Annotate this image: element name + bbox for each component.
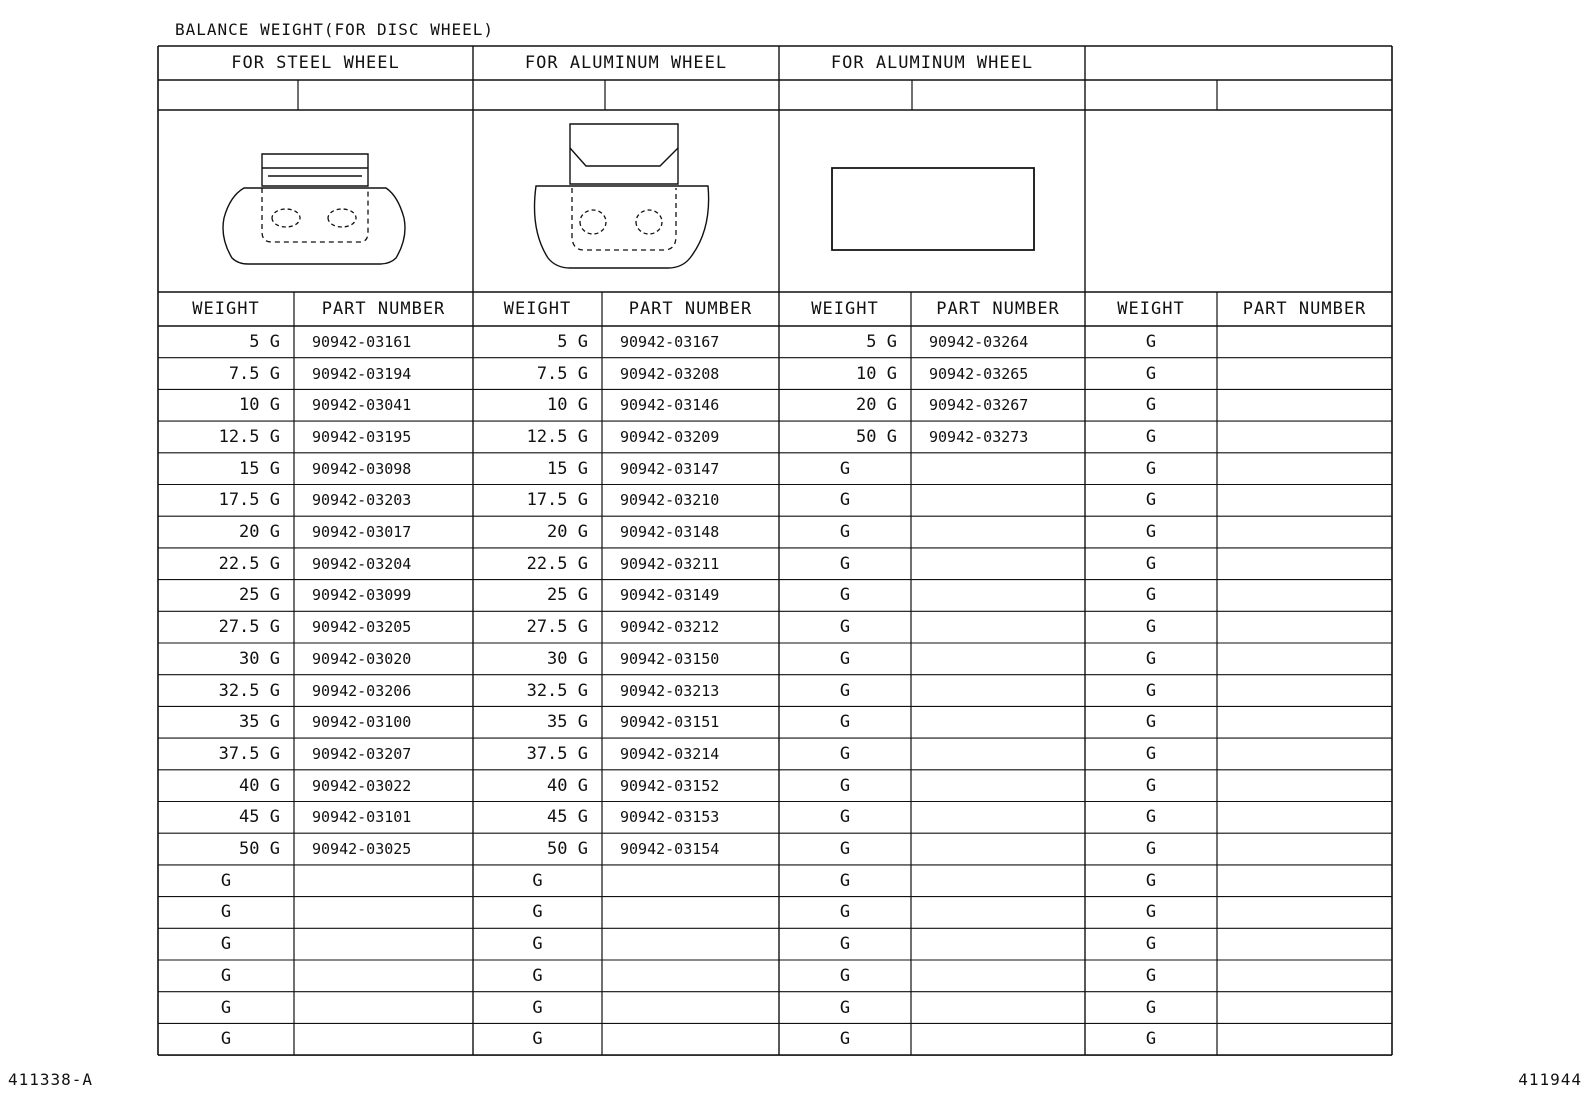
weight-cell: 50 G	[239, 839, 280, 860]
weight-cell: 50 G	[547, 839, 588, 860]
part-number-cell: 90942-03101	[312, 808, 412, 827]
weight-header: WEIGHT	[811, 299, 879, 319]
weight-cell: G	[220, 902, 232, 923]
part-number-cell	[911, 992, 1085, 1024]
part-number-cell: 90942-03147	[620, 459, 720, 478]
illustration-stroke	[570, 124, 678, 184]
weight-cell: 37.5 G	[218, 743, 280, 764]
part-number-cell	[602, 897, 779, 929]
part-number-cell: 90942-03204	[312, 554, 412, 573]
figure-code-right: 411944	[1518, 1070, 1582, 1089]
part-number-header: PART NUMBER	[1242, 299, 1367, 319]
part-number-cell: 90942-03017	[312, 523, 412, 542]
part-number-cell: 90942-03195	[312, 427, 412, 446]
part-number-header: PART NUMBER	[321, 299, 446, 319]
part-number-cell	[911, 453, 1085, 485]
weight-cell: 12.5 G	[526, 426, 588, 447]
part-number-cell	[911, 897, 1085, 929]
weight-cell: 32.5 G	[526, 680, 588, 701]
part-number-cell	[911, 485, 1085, 517]
part-number-cell	[1217, 802, 1392, 834]
weight-cell: 32.5 G	[218, 680, 280, 701]
part-number-cell	[1217, 358, 1392, 390]
part-number-cell	[911, 1023, 1085, 1055]
weight-cell: G	[1145, 363, 1157, 384]
weight-cell: 35 G	[547, 712, 588, 733]
weight-cell: 15 G	[547, 458, 588, 479]
weight-cell: 40 G	[239, 775, 280, 796]
part-number-cell	[1217, 548, 1392, 580]
part-number-cell	[1217, 865, 1392, 897]
part-number-cell	[911, 960, 1085, 992]
weight-cell: 35 G	[239, 712, 280, 733]
part-number-cell	[1217, 675, 1392, 707]
weight-header: WEIGHT	[1117, 299, 1185, 319]
part-number-cell	[602, 960, 779, 992]
illustration-stroke	[328, 209, 356, 227]
weight-cell: 7.5 G	[536, 363, 588, 384]
part-number-cell	[1217, 770, 1392, 802]
weight-cell: G	[1145, 1029, 1157, 1050]
figure-code-left: 411338-A	[8, 1070, 94, 1089]
part-number-cell: 90942-03208	[620, 364, 720, 383]
weight-cell: G	[532, 997, 543, 1018]
weight-cell: G	[532, 965, 543, 986]
weight-cell: G	[532, 870, 543, 891]
part-number-cell: 90942-03020	[312, 649, 412, 668]
part-number-cell: 90942-03194	[312, 364, 412, 383]
weight-cell: G	[220, 870, 232, 891]
weight-cell: G	[839, 775, 851, 796]
weight-cell: G	[1145, 775, 1157, 796]
part-number-cell	[1217, 738, 1392, 770]
part-number-header: PART NUMBER	[936, 299, 1060, 319]
part-number-cell: 90942-03264	[929, 332, 1029, 351]
weight-cell: 37.5 G	[526, 743, 588, 764]
part-number-cell	[1217, 389, 1392, 421]
part-number-cell: 90942-03151	[620, 713, 720, 732]
part-number-cell	[1217, 960, 1392, 992]
weight-cell: G	[1145, 522, 1157, 543]
part-number-cell	[911, 928, 1085, 960]
weight-cell: G	[839, 902, 851, 923]
part-number-cell	[1217, 580, 1392, 612]
part-number-cell	[1217, 485, 1392, 517]
weight-cell: G	[1145, 870, 1157, 891]
column-header: FOR ALUMINUM WHEEL	[524, 53, 728, 73]
weight-cell: 25 G	[547, 585, 588, 606]
part-number-cell	[1217, 421, 1392, 453]
weight-cell: G	[1145, 712, 1157, 733]
part-number-cell	[911, 611, 1085, 643]
illustration-stroke	[262, 188, 368, 242]
part-number-cell	[911, 516, 1085, 548]
weight-cell: G	[839, 522, 851, 543]
weight-cell: G	[839, 965, 851, 986]
weight-cell: G	[839, 617, 851, 638]
illustration-stroke	[636, 210, 662, 234]
weight-cell: G	[1145, 997, 1157, 1018]
weight-cell: G	[839, 712, 851, 733]
column-header: FOR ALUMINUM WHEEL	[830, 53, 1034, 73]
weight-cell: 40 G	[547, 775, 588, 796]
part-number-cell: 90942-03207	[312, 744, 412, 763]
part-number-cell: 90942-03154	[620, 840, 720, 859]
weight-cell: 17.5 G	[526, 490, 588, 511]
weight-cell: G	[839, 870, 851, 891]
illustration-stroke	[832, 168, 1034, 250]
part-number-cell	[1217, 706, 1392, 738]
weight-cell: 27.5 G	[218, 617, 280, 638]
part-number-cell: 90942-03025	[312, 840, 412, 859]
column-header: FOR STEEL WHEEL	[231, 53, 400, 73]
part-number-cell	[294, 865, 473, 897]
weight-cell: G	[532, 1029, 543, 1050]
part-number-cell	[1217, 516, 1392, 548]
illustration-stroke	[262, 154, 368, 186]
weight-cell: 5 G	[249, 331, 280, 352]
part-number-cell	[294, 992, 473, 1024]
weight-cell: G	[1145, 934, 1157, 955]
weight-cell: 20 G	[239, 522, 280, 543]
part-number-cell: 90942-03212	[620, 618, 720, 637]
part-number-cell	[1217, 928, 1392, 960]
weight-cell: G	[1145, 617, 1157, 638]
weight-cell: G	[839, 458, 851, 479]
weight-cell: 5 G	[866, 331, 897, 352]
part-number-cell: 90942-03214	[620, 744, 720, 763]
weight-cell: G	[220, 997, 232, 1018]
part-number-cell	[911, 738, 1085, 770]
weight-cell: G	[839, 1029, 851, 1050]
part-number-cell: 90942-03211	[620, 554, 720, 573]
weight-cell: G	[532, 902, 543, 923]
part-number-cell: 90942-03161	[312, 332, 412, 351]
part-number-cell: 90942-03149	[620, 586, 720, 605]
illustration-stroke	[580, 210, 606, 234]
part-number-cell	[1217, 643, 1392, 675]
weight-cell: G	[1145, 807, 1157, 828]
part-number-cell	[911, 643, 1085, 675]
weight-cell: G	[839, 997, 851, 1018]
part-number-cell: 90942-03203	[312, 491, 412, 510]
part-number-cell: 90942-03205	[312, 618, 412, 637]
part-number-cell: 90942-03167	[620, 332, 720, 351]
illustration-stroke	[570, 148, 678, 166]
weight-cell: G	[1145, 395, 1157, 416]
part-number-cell: 90942-03206	[312, 681, 412, 700]
part-number-cell	[911, 802, 1085, 834]
weight-cell: G	[1145, 680, 1157, 701]
weight-cell: G	[839, 934, 851, 955]
weight-cell: G	[532, 934, 543, 955]
weight-cell: 20 G	[856, 395, 897, 416]
weight-cell: 25 G	[239, 585, 280, 606]
part-number-cell: 90942-03267	[929, 396, 1029, 415]
part-number-cell: 90942-03265	[929, 364, 1029, 383]
part-number-cell	[1217, 1023, 1392, 1055]
part-number-cell	[1217, 326, 1392, 358]
weight-cell: G	[1145, 743, 1157, 764]
weight-cell: 20 G	[547, 522, 588, 543]
part-number-cell	[294, 928, 473, 960]
weight-cell: 7.5 G	[228, 363, 280, 384]
weight-cell: G	[1145, 426, 1157, 447]
weight-cell: G	[839, 743, 851, 764]
illustration-stroke	[272, 209, 300, 227]
weight-cell: G	[1145, 553, 1157, 574]
part-number-cell	[1217, 897, 1392, 929]
weight-cell: 45 G	[547, 807, 588, 828]
illustration-stroke	[572, 188, 676, 250]
part-number-cell: 90942-03022	[312, 776, 412, 795]
weight-cell: G	[220, 934, 232, 955]
part-number-cell	[911, 865, 1085, 897]
part-number-cell: 90942-03152	[620, 776, 720, 795]
part-number-cell: 90942-03209	[620, 427, 720, 446]
weight-cell: 10 G	[239, 395, 280, 416]
part-number-cell: 90942-03148	[620, 523, 720, 542]
adhesive-weight-icon	[832, 168, 1034, 250]
weight-cell: G	[1145, 331, 1157, 352]
aluminum-clip-weight-icon	[535, 124, 709, 268]
part-number-cell	[602, 928, 779, 960]
part-number-cell: 90942-03213	[620, 681, 720, 700]
part-number-cell: 90942-03100	[312, 713, 412, 732]
weight-cell: G	[839, 648, 851, 669]
column-header	[1085, 46, 1392, 80]
part-number-cell	[911, 706, 1085, 738]
weight-cell: 10 G	[547, 395, 588, 416]
document-title: BALANCE WEIGHT(FOR DISC WHEEL)	[175, 20, 494, 39]
part-number-cell: 90942-03150	[620, 649, 720, 668]
weight-cell: 45 G	[239, 807, 280, 828]
part-number-cell	[1217, 453, 1392, 485]
part-number-cell: 90942-03210	[620, 491, 720, 510]
weight-cell: 5 G	[557, 331, 588, 352]
part-number-cell: 90942-03273	[929, 427, 1029, 446]
part-number-cell: 90942-03153	[620, 808, 720, 827]
part-number-cell	[911, 833, 1085, 865]
part-number-cell	[294, 960, 473, 992]
weight-cell: G	[839, 680, 851, 701]
weight-cell: 10 G	[856, 363, 897, 384]
weight-cell: 27.5 G	[526, 617, 588, 638]
part-number-cell	[911, 770, 1085, 802]
weight-cell: G	[1145, 902, 1157, 923]
weight-cell: G	[1145, 965, 1157, 986]
part-number-cell	[1217, 833, 1392, 865]
weight-cell: G	[1145, 585, 1157, 606]
weight-cell: 50 G	[856, 426, 897, 447]
illustration-stroke	[223, 188, 405, 264]
part-number-cell	[294, 1023, 473, 1055]
part-number-cell	[602, 865, 779, 897]
weight-cell: G	[839, 839, 851, 860]
part-number-cell	[911, 580, 1085, 612]
weight-cell: 15 G	[239, 458, 280, 479]
weight-cell: 12.5 G	[218, 426, 280, 447]
part-number-header: PART NUMBER	[628, 299, 753, 319]
weight-cell: G	[220, 1029, 232, 1050]
part-number-cell: 90942-03041	[312, 396, 412, 415]
weight-cell: 30 G	[547, 648, 588, 669]
weight-cell: G	[839, 553, 851, 574]
part-number-cell	[911, 675, 1085, 707]
weight-cell: 22.5 G	[526, 553, 588, 574]
steel-clip-weight-icon	[223, 154, 405, 264]
part-number-cell	[911, 548, 1085, 580]
part-number-cell: 90942-03099	[312, 586, 412, 605]
weight-cell: 30 G	[239, 648, 280, 669]
weight-cell: 22.5 G	[218, 553, 280, 574]
part-number-cell	[1217, 992, 1392, 1024]
part-number-cell: 90942-03146	[620, 396, 720, 415]
weight-cell: G	[1145, 490, 1157, 511]
part-number-cell	[1217, 611, 1392, 643]
weight-cell: G	[1145, 839, 1157, 860]
part-number-cell: 90942-03098	[312, 459, 412, 478]
part-number-cell	[294, 897, 473, 929]
part-number-cell	[602, 1023, 779, 1055]
weight-header: WEIGHT	[192, 299, 260, 319]
part-number-cell	[602, 992, 779, 1024]
weight-cell: G	[1145, 648, 1157, 669]
weight-header: WEIGHT	[503, 299, 572, 319]
weight-cell: G	[220, 965, 232, 986]
weight-cell: 17.5 G	[218, 490, 280, 511]
weight-cell: G	[839, 807, 851, 828]
weight-cell: G	[839, 585, 851, 606]
weight-cell: G	[1145, 458, 1157, 479]
illustration-stroke	[535, 186, 709, 268]
weight-cell: G	[839, 490, 851, 511]
